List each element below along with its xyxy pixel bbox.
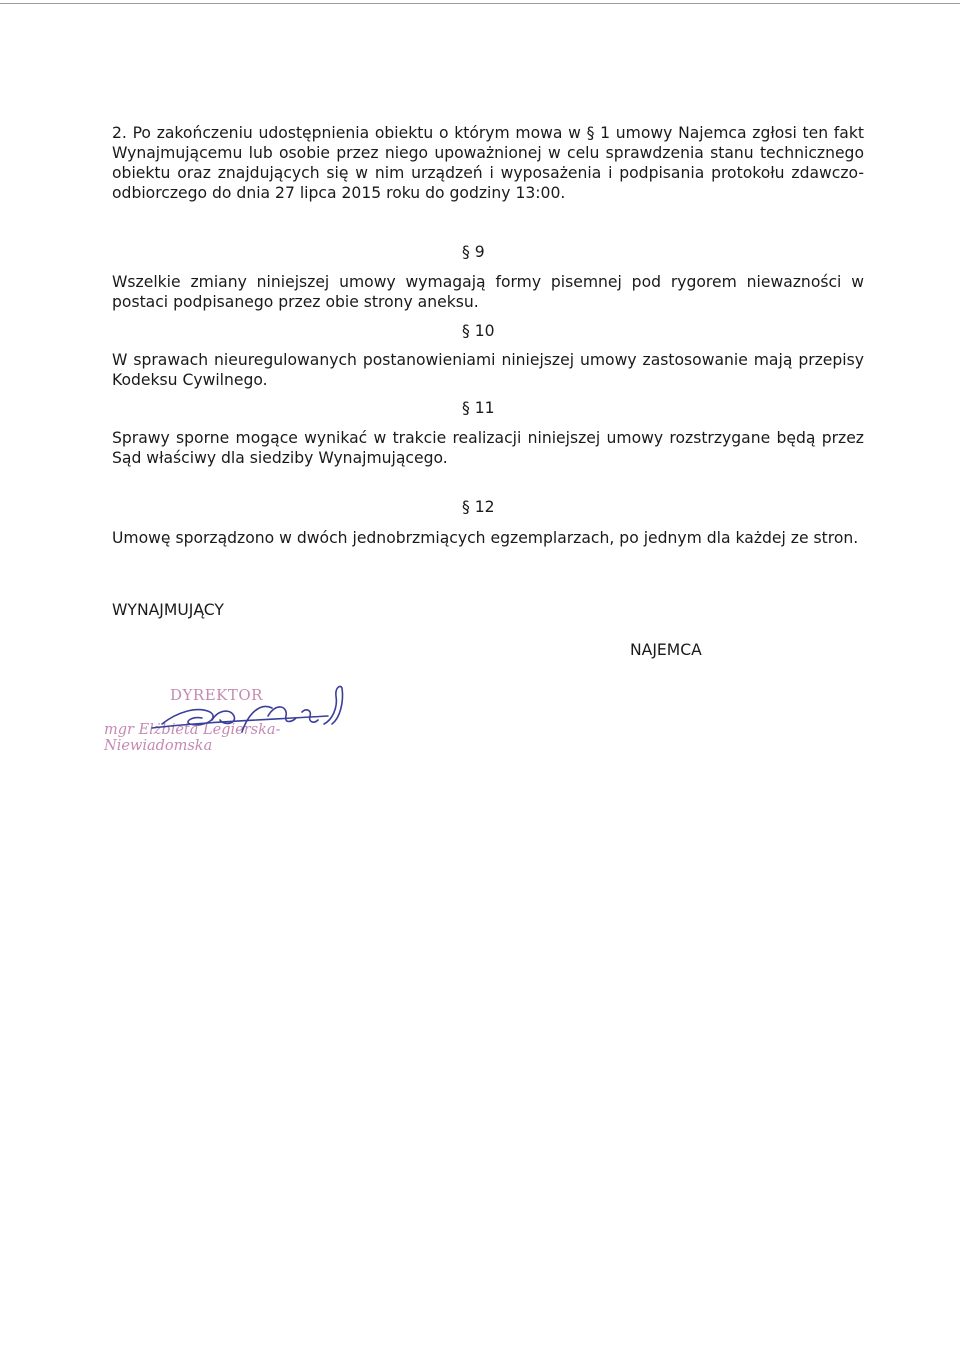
landlord-label: WYNAJMUJĄCY	[112, 601, 224, 619]
handwritten-signature	[92, 672, 362, 752]
section-12-text: Umowę sporządzono w dwóch jednobrzmiących egzemplarzach, po jednym dla każdej ze stron.	[112, 529, 859, 547]
page-top-border	[0, 3, 960, 4]
stamp-name: mgr Elżbieta Legierska-Niewiadomska	[104, 722, 281, 754]
section-9-heading: § 9	[462, 243, 485, 261]
section-12-heading: § 12	[462, 498, 495, 516]
tenant-label: NAJEMCA	[630, 641, 702, 659]
section-10-text: W sprawach nieuregulowanych postanowieniami niniejszej umowy zastosowanie mają przepisy Kodeksu Cywilnego.	[112, 351, 864, 389]
section-11-text: Sprawy sporne mogące wynikać w trakcie realizacji niniejszej umowy rozstrzygane będą przez Sąd właściwy dla siedziby Wynajmującego.	[112, 429, 864, 467]
paragraph-section-8-point-2: 2. Po zakończeniu udostępnienia obiektu o którym mowa w § 1 umowy Najemca zgłosi ten fakt Wynajmującemu lub osobie przez niego upoważnionej w celu sprawdzenia stanu technicznego obiektu oraz znajdujących się w nim urządzeń i wyposażenia i podpisania protokołu zdawczo-odbiorczego do dnia 27 lipca 2015 roku do godziny 13:00.	[112, 124, 864, 202]
section-9-text: Wszelkie zmiany niniejszej umowy wymagają formy pisemnej pod rygorem niewazności w postaci podpisanego przez obie strony aneksu.	[112, 273, 864, 311]
section-10-heading: § 10	[462, 322, 495, 340]
stamp-title: DYREKTOR	[170, 686, 263, 704]
section-11-heading: § 11	[462, 399, 495, 417]
director-stamp-with-signature	[92, 672, 362, 752]
